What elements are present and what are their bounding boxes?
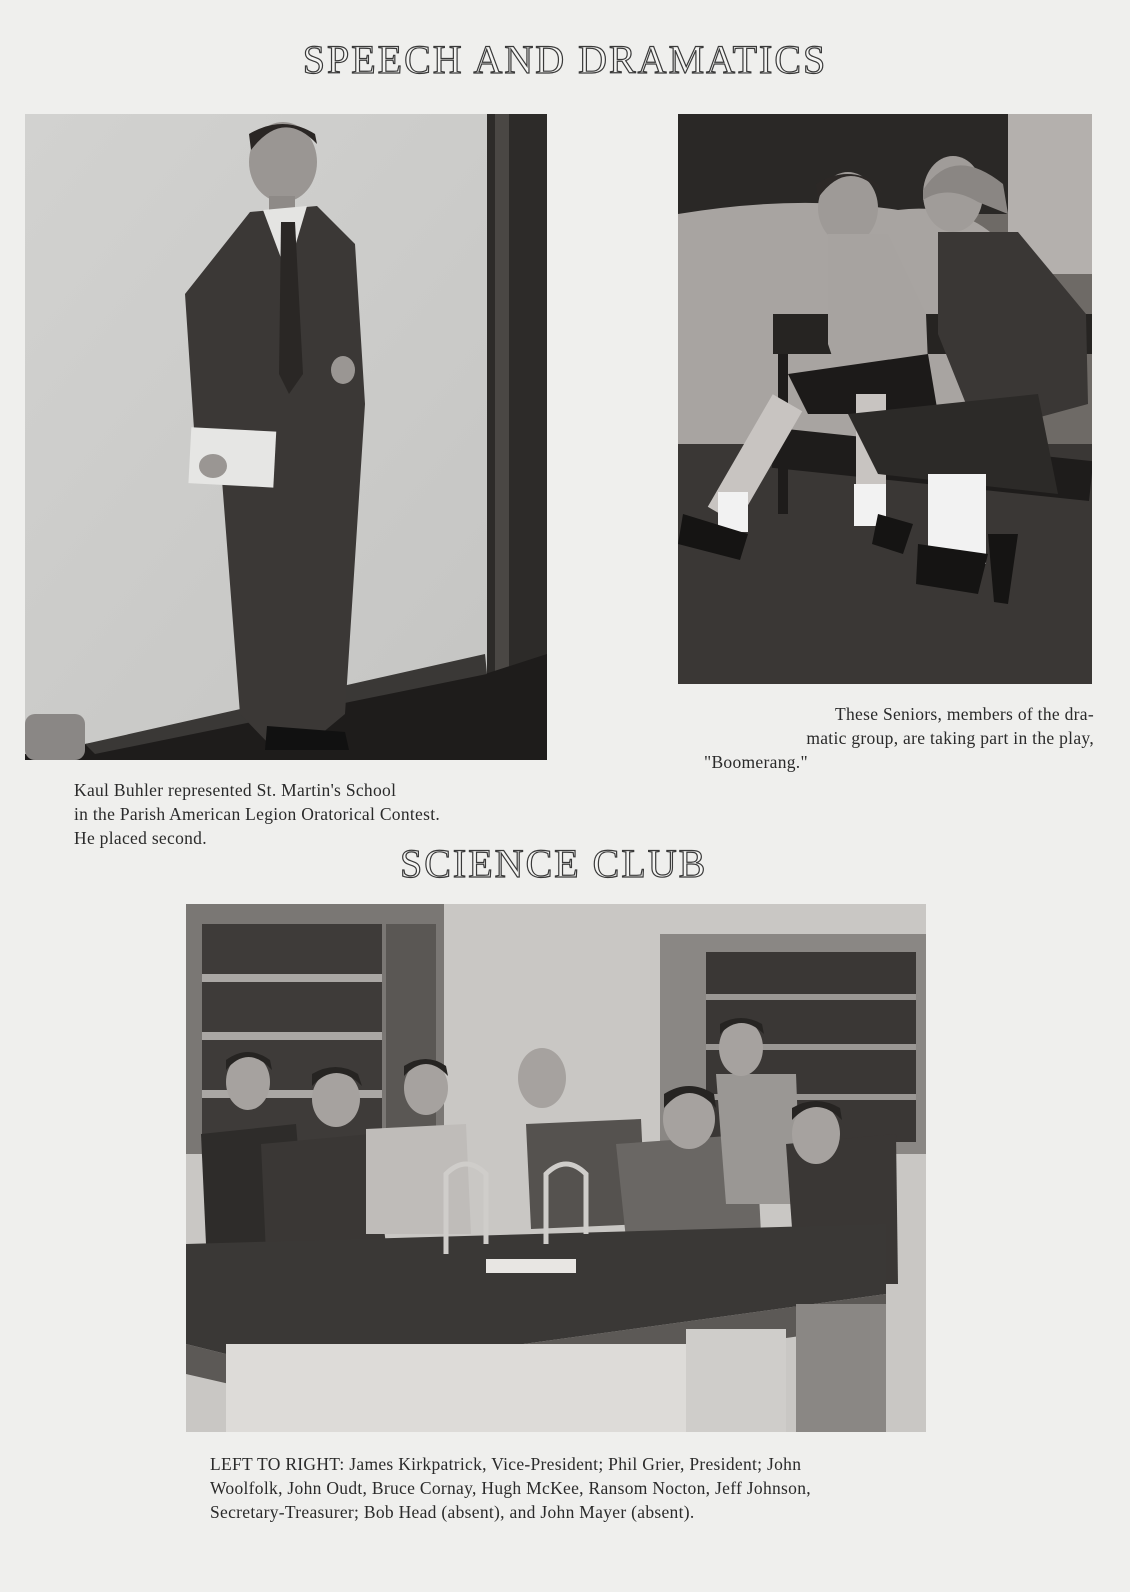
science-club-photo [186, 904, 926, 1432]
drama-caption-line: "Boomerang." [704, 752, 808, 772]
drama-caption-line: These Seniors, members of the dra- [834, 704, 1094, 724]
science-caption-line: LEFT TO RIGHT: James Kirkpatrick, Vice-President; Phil Grier, President; John [210, 1454, 802, 1474]
drama-caption [704, 702, 1094, 774]
science-caption-line: Woolfolk, John Oudt, Bruce Cornay, Hugh McKee, Ransom Nocton, Jeff Johnson, [210, 1478, 811, 1498]
speech-dramatics-heading: SPEECH AND DRAMATICS [302, 37, 828, 82]
speaker-photo-image [25, 114, 547, 760]
speaker-photo [25, 114, 547, 760]
speaker-caption-line: Kaul Buhler represented St. Martin's School [74, 780, 397, 800]
science-club-photo-image [186, 904, 926, 1432]
science-club-caption [210, 1452, 930, 1524]
science-caption-line: Secretary-Treasurer; Bob Head (absent), and John Mayer (absent). [210, 1502, 695, 1522]
speaker-caption-line: He placed second. [74, 828, 207, 848]
drama-seniors-photo [678, 114, 1092, 684]
speaker-caption-line: in the Parish American Legion Oratorical Contest. [74, 804, 441, 824]
drama-seniors-photo-image [678, 114, 1092, 684]
drama-caption-line: matic group, are taking part in the play, [806, 728, 1094, 748]
science-club-heading: SCIENCE CLUB [400, 841, 708, 886]
